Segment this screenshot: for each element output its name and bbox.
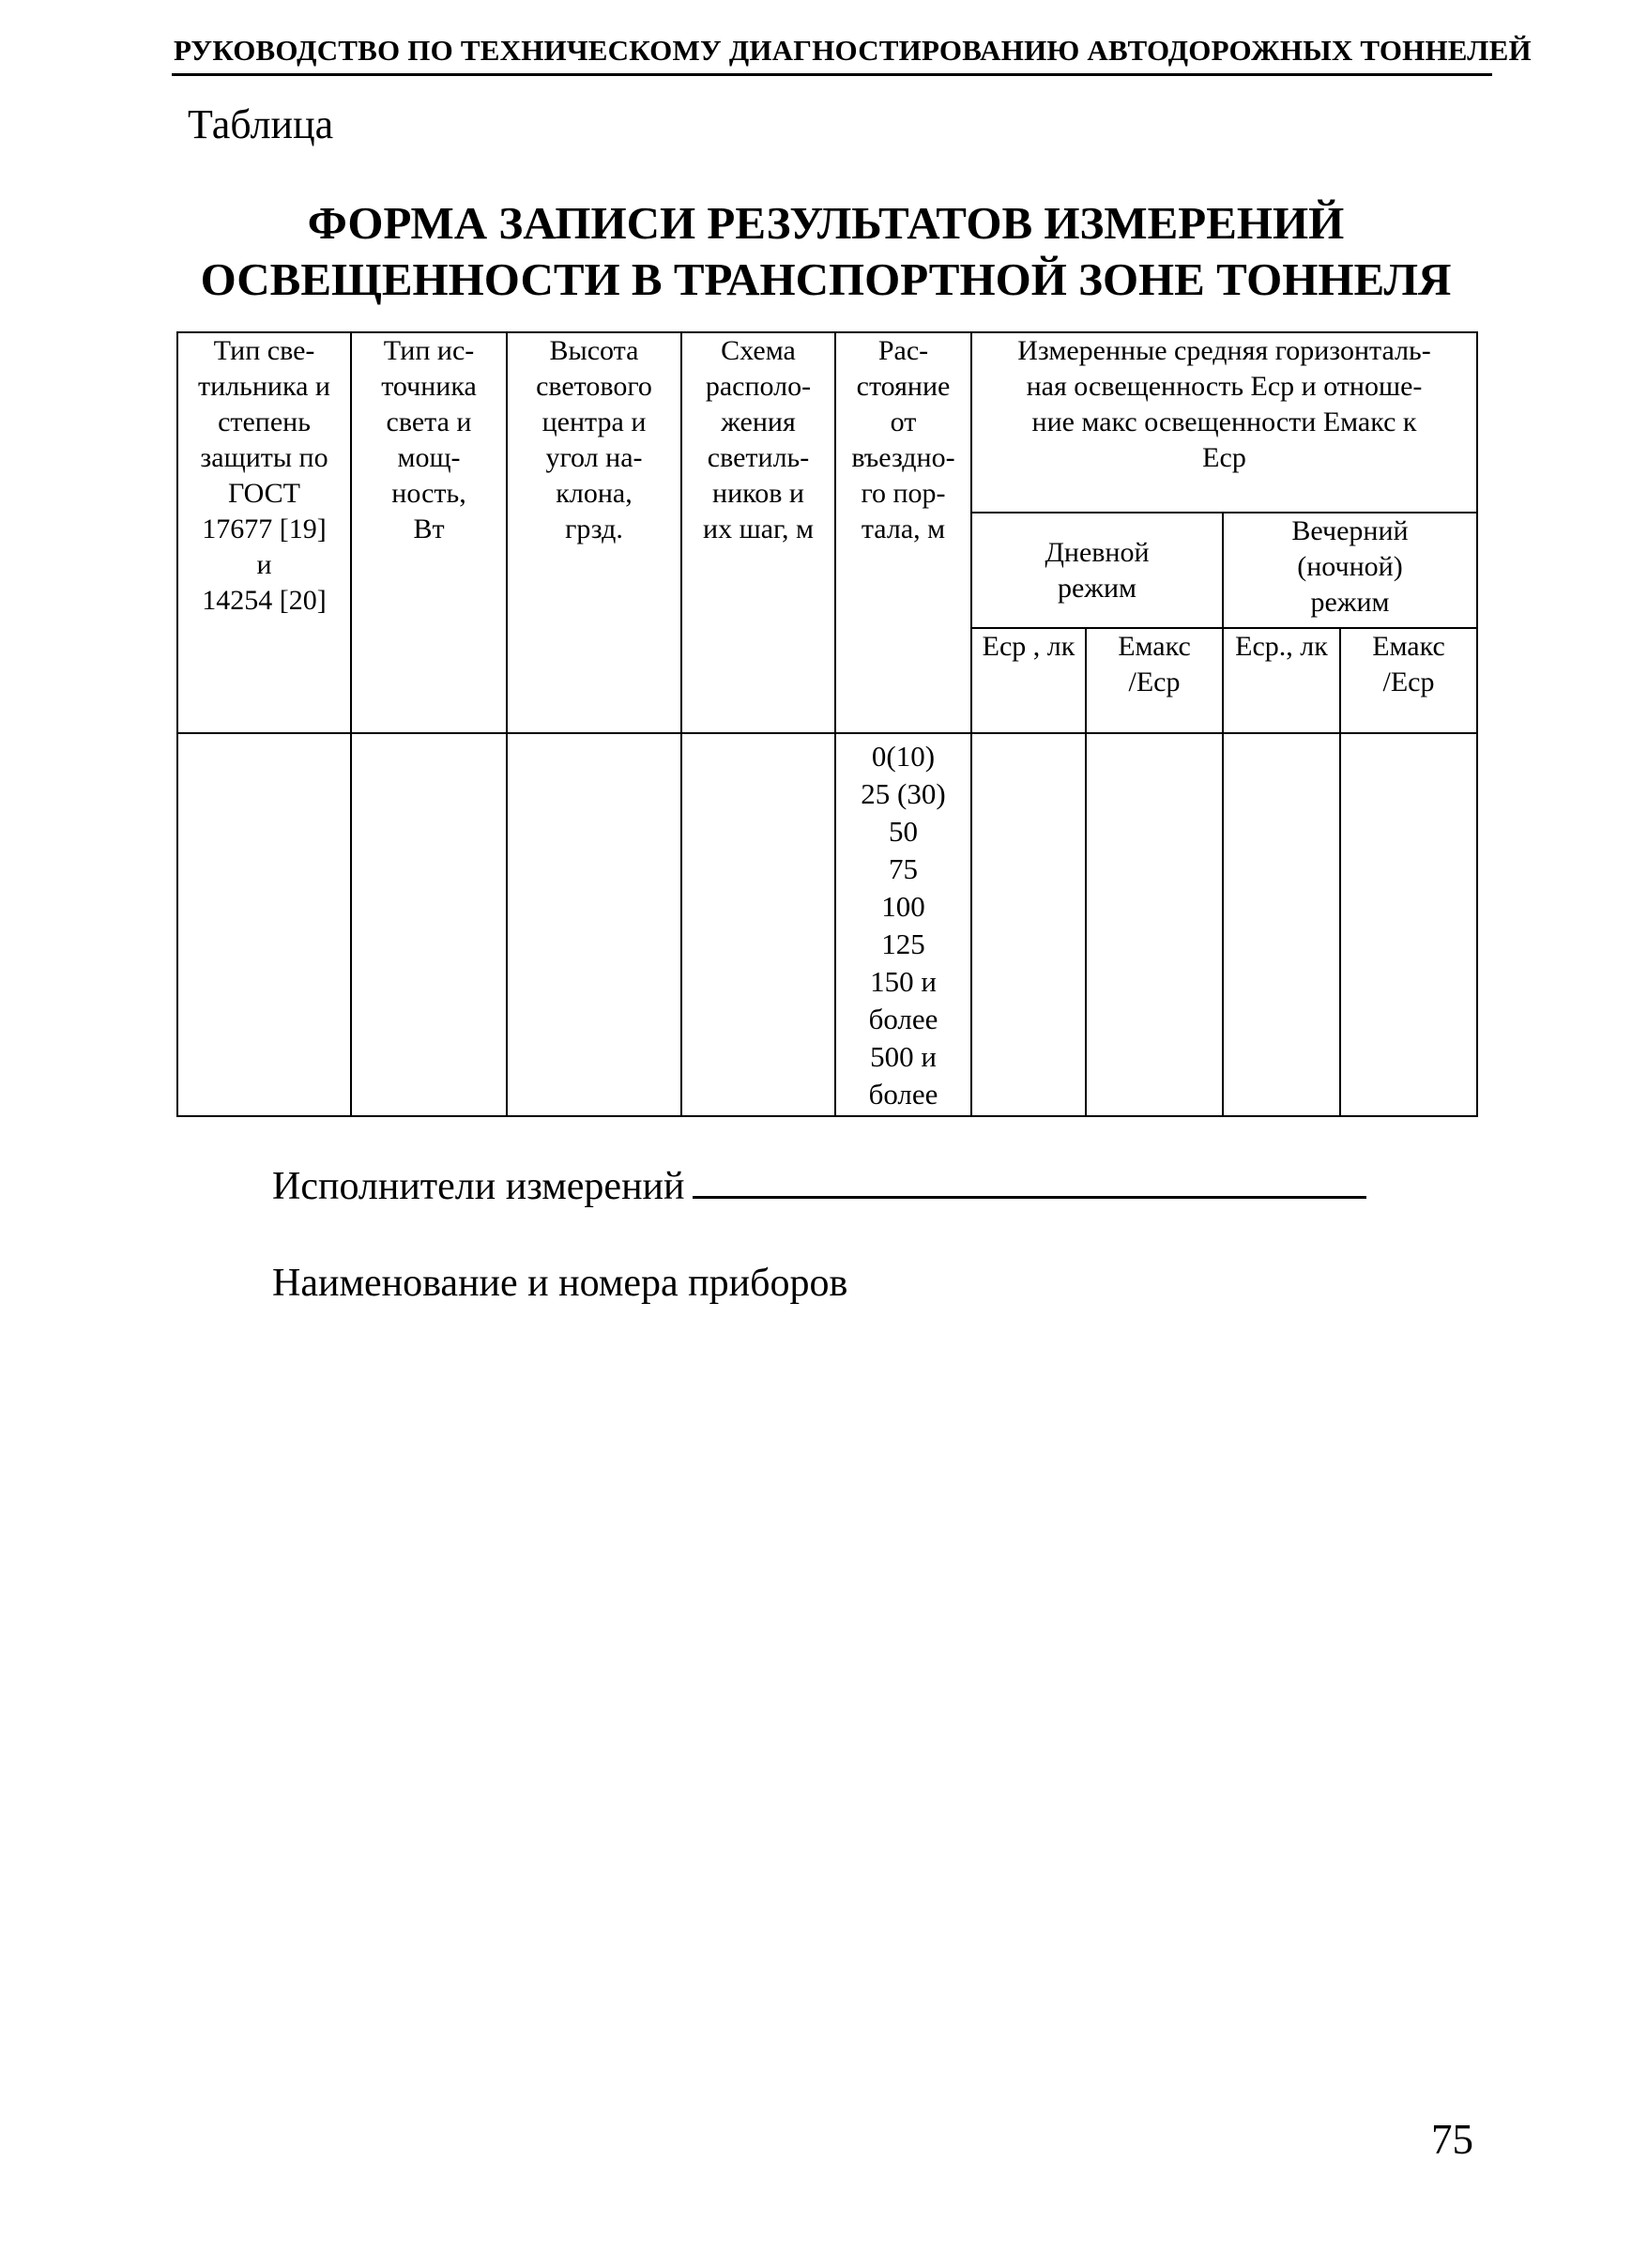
col-header-height-angle: Высота светового центра и угол на- клона, грзд. (507, 332, 681, 733)
data-cell-night-avg[interactable] (1223, 733, 1340, 1116)
form-title-line2: ОСВЕЩЕННОСТИ В ТРАНСПОРТНОЙ ЗОНЕ ТОННЕЛЯ (200, 253, 1452, 305)
measurement-form-table (176, 331, 1478, 1117)
data-cell-luminaire-type[interactable] (177, 733, 351, 1116)
sub-header-night-ratio: Емакс /Еср (1340, 628, 1477, 733)
data-cell-light-source[interactable] (351, 733, 507, 1116)
performers-signature-line[interactable] (693, 1162, 1366, 1199)
data-cell-layout-scheme[interactable] (681, 733, 835, 1116)
performers-label: Исполнители измерений (272, 1165, 685, 1208)
mode-header-evening: Вечерний (ночной) режим (1223, 513, 1477, 628)
form-title-line1: ФОРМА ЗАПИСИ РЕЗУЛЬТАТОВ ИЗМЕРЕНИЙ (307, 197, 1345, 249)
data-cell-night-ratio[interactable] (1340, 733, 1477, 1116)
table-label: Таблица (188, 101, 334, 147)
sub-header-day-ratio: Емакс /Еср (1086, 628, 1223, 733)
data-cell-day-avg[interactable] (971, 733, 1086, 1116)
running-header: РУКОВОДСТВО ПО ТЕХНИЧЕСКОМУ ДИАГНОСТИРОВАНИЮ АВТОДОРОЖНЫХ ТОННЕЛЕЙ (174, 34, 1532, 67)
data-cell-day-ratio[interactable] (1086, 733, 1223, 1116)
group-header-measured-illuminance: Измеренные средняя горизонталь- ная освещенность Еср и отноше- ние макс освещенности Емакс к Еср (971, 332, 1477, 513)
data-cell-height-angle[interactable] (507, 733, 681, 1116)
performers-line (272, 1162, 1366, 1209)
page-number: 75 (1431, 2116, 1473, 2163)
col-header-layout-scheme: Схема располо- жения светиль- ников и их шаг, м (681, 332, 835, 733)
sub-header-night-avg: Еср., лк (1223, 628, 1340, 733)
instruments-label: Наименование и номера приборов (272, 1262, 848, 1305)
col-header-portal-distance: Рас- стояние от въездно- го пор- тала, м (835, 332, 971, 733)
form-title (169, 195, 1483, 308)
sub-header-day-avg: Еср , лк (971, 628, 1086, 733)
distance-values-cell: 0(10) 25 (30) 50 75 100 125 150 и более 500 и более (835, 733, 971, 1116)
col-header-luminaire-type: Тип све- тильника и степень защиты по ГОСТ 17677 [19] и 14254 [20] (177, 332, 351, 733)
header-rule (172, 73, 1492, 76)
mode-header-day: Дневной режим (971, 513, 1223, 628)
col-header-light-source: Тип ис- точника света и мощ- ность, Вт (351, 332, 507, 733)
